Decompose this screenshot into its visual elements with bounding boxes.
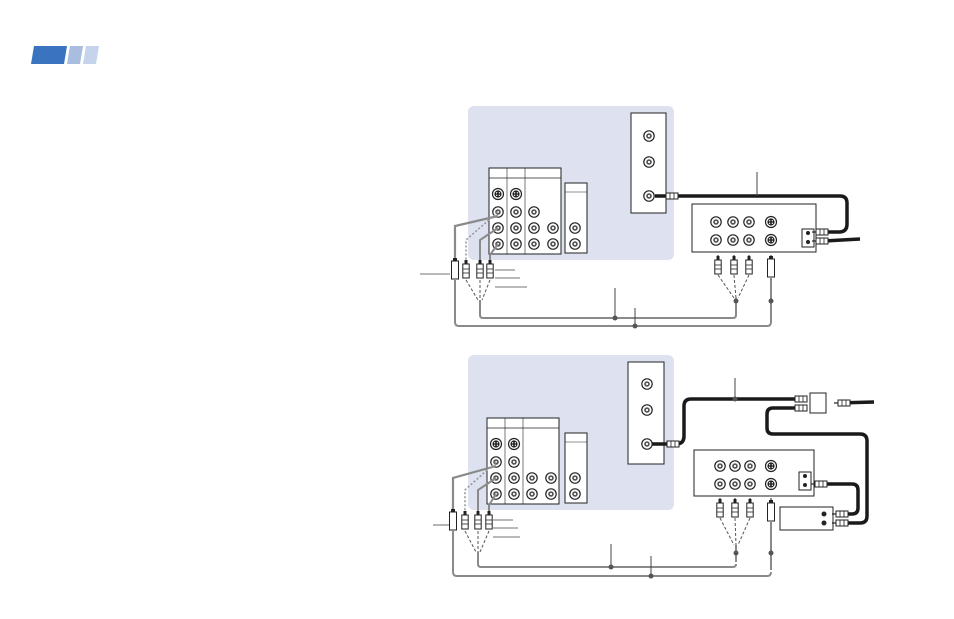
av-cables-vcr bbox=[717, 498, 775, 570]
connection-diagram-bottom bbox=[433, 355, 874, 579]
cable-box bbox=[780, 507, 833, 530]
vcr-rear-panel bbox=[694, 450, 814, 496]
antenna-cable-in bbox=[824, 239, 860, 241]
av-cables-vcr bbox=[715, 255, 775, 322]
rf-splitter-icon bbox=[810, 393, 826, 413]
connection-diagram-top bbox=[420, 106, 860, 329]
tv-antenna-input bbox=[628, 362, 664, 464]
tv-antenna-input bbox=[631, 113, 666, 213]
vcr-rear-panel bbox=[692, 204, 816, 252]
